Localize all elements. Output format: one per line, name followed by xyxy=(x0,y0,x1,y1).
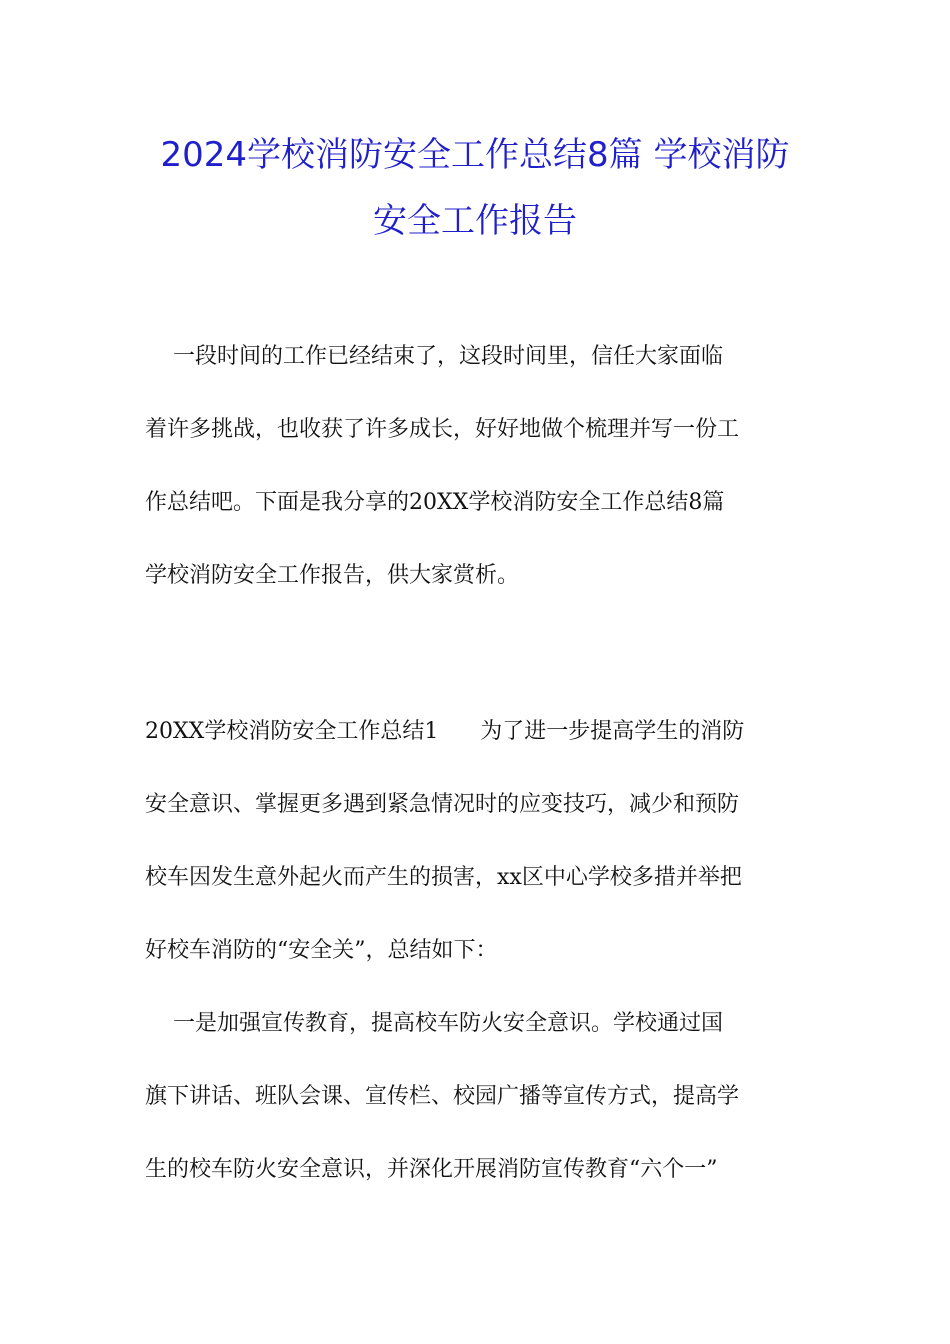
text-line: 好校车消防的“安全关”，总结如下： xyxy=(145,938,498,963)
text-line: 校车因发生意外起火而产生的损害，xx区中心学校多措并举把 xyxy=(145,865,742,890)
document-title xyxy=(100,122,850,254)
text-line: 20XX学校消防安全工作总结1 为了进一步提高学生的消防 xyxy=(145,719,745,744)
text-line: 一段时间的工作已经结束了，这段时间里，信任大家面临 xyxy=(145,344,723,369)
text-line: 安全意识、掌握更多遇到紧急情况时的应变技巧，减少和预防 xyxy=(145,792,740,817)
text-line: 旗下讲话、班队会课、宣传栏、校园广播等宣传方式，提高学 xyxy=(145,1084,740,1109)
title-line: 安全工作报告 xyxy=(373,201,577,241)
text-line: 学校消防安全工作报告，供大家赏析。 xyxy=(145,563,520,588)
text-line: 生的校车防火安全意识，并深化开展消防宣传教育“六个一” xyxy=(145,1157,718,1182)
section-1-paragraph xyxy=(145,713,815,1224)
text-line: 一是加强宣传教育，提高校车防火安全意识。学校通过国 xyxy=(145,1011,723,1036)
intro-paragraph xyxy=(145,338,815,630)
title-line: 2024学校消防安全工作总结8篇 学校消防 xyxy=(160,135,790,175)
text-line: 作总结吧。下面是我分享的20XX学校消防安全工作总结8篇 xyxy=(145,490,725,515)
text-line: 着许多挑战，也收获了许多成长，好好地做个梳理并写一份工 xyxy=(145,417,740,442)
